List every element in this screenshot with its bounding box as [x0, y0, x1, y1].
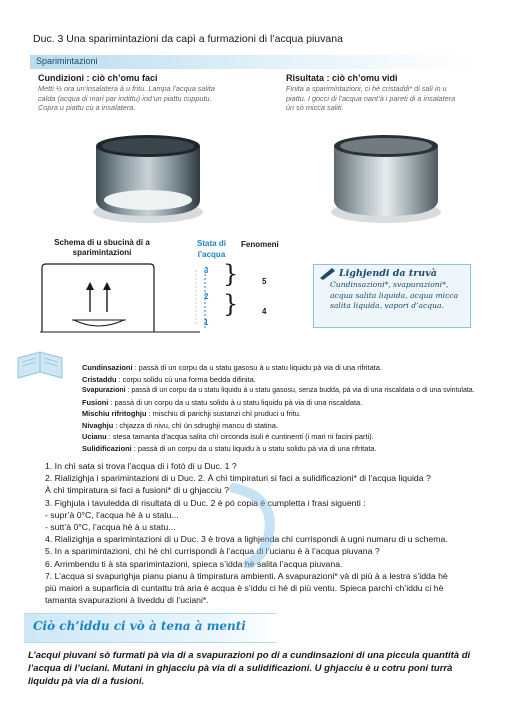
glossary-entry: Sulidificazioni : passà di un corpu da u statu liquidu à u statu solidu pà via di una rifritata. — [82, 443, 377, 453]
conditions-text — [38, 84, 215, 113]
glossary-entry: Cundinsazioni : passà di un corpu da u statu gasosu à u statu liquidu pà via di una rifritata. — [82, 363, 382, 372]
glossary-entry: Cristaddu : corpu solidu cù una forma bedda difinita. — [82, 374, 256, 384]
question-line: 6. Arrimbendu ti à sta sparimintazioni, spieca s’idda hè salita l’acqua piuvana. — [45, 558, 343, 569]
state-number: 1 — [204, 318, 209, 327]
conditions-title: Cundizioni : ciò ch’omu faci — [38, 73, 158, 83]
glossary-entry: Fusioni : passà di un corpu da u statu solidu à u statu liquidu pà via di una riscaldata. — [82, 397, 363, 407]
summary-part: L’acqui piuvani sò furmati pà via di a svapurazioni — [28, 650, 255, 661]
question-line: 5. In a sparimintazioni, chì hè chì currispondi à l’acqua di l’ucianu è à l’acqua piuvana ? — [45, 546, 380, 557]
question-line: À chì timpiratura si faci a fusioni* di u ghjacciu ? — [45, 485, 229, 496]
question-line: 1. In chì sata si trova l’acqua di i fotò di u Duc. 1 ? — [45, 461, 237, 471]
question-line: 4. Rializighja a sparimintazioni di u Duc. 3 è trova a lighjenda chì currispondi à ugni numaru di u schema. — [45, 534, 448, 545]
experiment-photo-end — [326, 126, 446, 226]
plate-shape — [74, 320, 124, 326]
schema-title: Schema di u sbucinà di a sparimintazioni — [54, 238, 150, 257]
legend-line: acqua salita liquida, acqua micca — [330, 290, 459, 300]
conditions-line: Copra u piattu cù a insalatera. — [38, 103, 136, 113]
phenomenon-number: 4 — [262, 307, 267, 316]
legend-title: Lighjendi da truvà — [339, 268, 437, 279]
state-number: 2 — [204, 292, 209, 301]
result-text — [286, 84, 455, 113]
question-line: - sutt’à 0°C, l’acqua hè à u statu... — [45, 522, 176, 533]
phenomenon-number: 5 — [262, 277, 267, 286]
conditions-line: Metti ½ ora un’insalatera à u fritu. Lampa l’acqua salita — [38, 84, 215, 93]
question-line: più maiori a suparficia di cuntattu trà aria è acqua è s’iddu ci hè di più ventu. Spieca parchì ch’iddu ci hè — [45, 583, 444, 594]
result-line: Finita a sparimintazioni, ci hè cristaddi* di sali in u — [286, 84, 447, 93]
phenomena-title: Fenomeni — [241, 240, 279, 249]
glossary — [82, 362, 477, 454]
brace-icon: } — [223, 260, 239, 288]
summary-part: po di a cundinsazioni di una piccula quantità di l’acqua di l’uciani. Mutani in ghjacciu pà via di a sulidificazioni. U ghjacciu è u cotru poni turrà liquidu pà via di a fusioni. — [28, 650, 471, 687]
experiment-photo-start — [88, 126, 208, 226]
question-line: 2. Rializighja i sparimintazioni di u Duc. 2. À chì timpiraturi si faci a sulidificazioni* di l’acqua liquida ? — [45, 473, 431, 484]
document-title: Duc. 3 Una sparimintazioni da capì a furmazioni di l’acqua piuvana — [33, 33, 343, 45]
legend-line: salita liquida, vapori d’acqua. — [330, 301, 444, 310]
glossary-entry: Mischiu rifritoghju : mischiu di parichji sustanzi chì pruduci u fritu. — [82, 409, 301, 419]
brace-icon: } — [223, 290, 239, 318]
state-number: 3 — [204, 266, 209, 275]
question-line: - supr’à 0°C, l’acqua hè à u statu... — [45, 509, 179, 520]
water-state-title-line: l’acqua — [197, 250, 226, 259]
question-line: 7. L’acqua si svapurighja pianu pianu à timpiratura ambienti. A svapurazioni* và di più à a lestra s’idda hè — [45, 570, 448, 581]
legend-text — [330, 280, 470, 312]
section-label: Sparimintazioni — [36, 56, 98, 66]
result-title: Risultata : ciò ch’omu vidi — [286, 73, 398, 83]
glossary-entry: Svapurazioni : passà di un corpu da u statu liquidu à u statu gasosu, senza budda, pà via di una riscaldata o di una svintulata. — [82, 387, 475, 395]
question-line: 3. Fighjula i tavuledda di risultata di u Duc. 2 è pò copia è cumpletta i frasi siguenti : — [45, 497, 366, 508]
water-state-title — [189, 238, 234, 260]
conditions-line: calda (acqua di mari par indittu) ind’un piattu cupputu. — [38, 93, 212, 103]
result-line: piattu. I gocci di l’acqua nant’à i pareti di a insalatera — [286, 93, 456, 103]
section-header — [30, 55, 476, 69]
summary-text — [28, 649, 483, 688]
legend-line: Cundinsazioni*, svapurazioni*, — [330, 280, 449, 289]
question-line: tamanta svapurazioni à liveddu di l’uciani*. — [45, 595, 209, 606]
water-state-title-line: Stata di — [197, 239, 226, 248]
result-line: ùn sò micca saliti. — [286, 103, 344, 113]
pen-icon — [318, 266, 338, 280]
glossary-entry: Ucianu : stesa tamanta d’acqua salita chì circonda isuli è cuntinenti (i mari ni facini parti). — [82, 432, 374, 442]
experiment-schema — [40, 262, 200, 334]
book-icon — [16, 348, 64, 382]
glossary-entry: Nivaghju : chjazza di nivu, chì ùn sdrughji mancu di statina. — [82, 420, 278, 430]
swoosh-decoration — [228, 478, 288, 568]
remember-title: Ciò ch’iddu ci vò à tena à menti — [33, 619, 246, 633]
